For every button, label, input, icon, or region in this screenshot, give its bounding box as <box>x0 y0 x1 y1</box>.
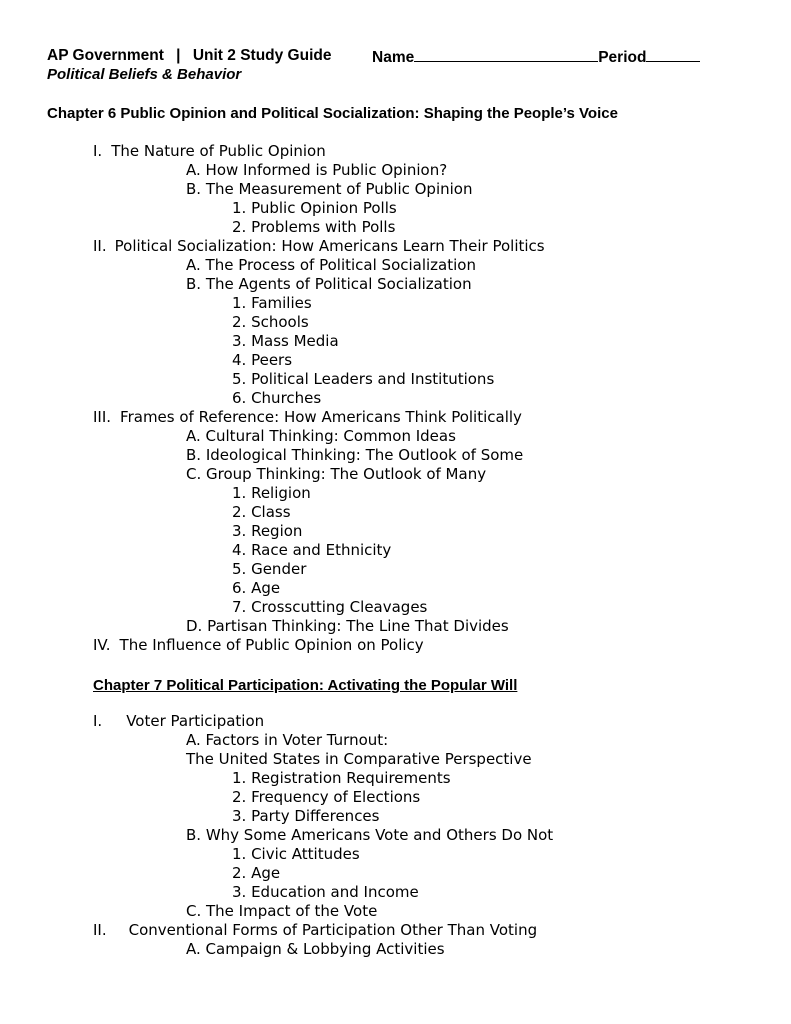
outline-item: The United States in Comparative Perspective <box>186 750 532 768</box>
document-subtitle: Political Beliefs & Behavior <box>47 66 242 83</box>
outline-item: A. The Process of Political Socialization <box>186 256 476 274</box>
outline-item: 7. Crosscutting Cleavages <box>232 598 428 616</box>
outline-item: 3. Mass Media <box>232 332 339 350</box>
name-blank[interactable] <box>414 47 598 62</box>
outline-item: B. Ideological Thinking: The Outlook of Some <box>186 446 524 464</box>
header-separator: | <box>176 47 181 64</box>
guide-title: Unit 2 Study Guide <box>192 47 332 64</box>
outline-item: 2. Frequency of Elections <box>232 788 421 806</box>
outline-item: 1. Religion <box>232 484 311 502</box>
outline-item: C. The Impact of the Vote <box>186 902 378 920</box>
outline-item: III. Frames of Reference: How Americans Think Politically <box>93 408 522 426</box>
outline-item: 1. Families <box>232 294 312 312</box>
chapter-7-title: Chapter 7 Political Participation: Activating the Popular Will <box>93 677 518 694</box>
name-label: Name <box>372 49 415 66</box>
outline-item: II. Conventional Forms of Participation Other Than Voting <box>93 921 538 939</box>
outline-item: B. The Measurement of Public Opinion <box>186 180 473 198</box>
course-name: AP Government <box>47 47 164 64</box>
chapter-6-title: Chapter 6 Public Opinion and Political Socialization: Shaping the People’s Voice <box>47 105 618 122</box>
outline-item: I. The Nature of Public Opinion <box>93 142 326 160</box>
outline-item: C. Group Thinking: The Outlook of Many <box>186 465 487 483</box>
outline-item: 4. Race and Ethnicity <box>232 541 392 559</box>
outline-item: 2. Class <box>232 503 291 521</box>
outline-item: 2. Problems with Polls <box>232 218 396 236</box>
outline-item: 3. Region <box>232 522 303 540</box>
outline-item: A. Campaign & Lobbying Activities <box>186 940 445 958</box>
outline-item: 1. Registration Requirements <box>232 769 451 787</box>
name-period-fields <box>372 47 700 67</box>
outline-item: B. Why Some Americans Vote and Others Do Not <box>186 826 554 844</box>
period-blank[interactable] <box>646 47 700 62</box>
outline-item: 2. Schools <box>232 313 309 331</box>
outline-item: IV. The Influence of Public Opinion on Policy <box>93 636 424 654</box>
outline-item: 5. Gender <box>232 560 307 578</box>
outline-item: 3. Education and Income <box>232 883 419 901</box>
outline-item: A. Factors in Voter Turnout: <box>186 731 389 749</box>
outline-item: A. How Informed is Public Opinion? <box>186 161 448 179</box>
outline-item: I. Voter Participation <box>93 712 265 730</box>
outline-item: 5. Political Leaders and Institutions <box>232 370 495 388</box>
outline-item: 1. Public Opinion Polls <box>232 199 397 217</box>
outline-item: 2. Age <box>232 864 281 882</box>
document-header <box>47 47 647 66</box>
outline-item: 6. Churches <box>232 389 322 407</box>
outline-item: 6. Age <box>232 579 281 597</box>
outline-item: 3. Party Differences <box>232 807 380 825</box>
outline-item: II. Political Socialization: How Americans Learn Their Politics <box>93 237 545 255</box>
outline-item: D. Partisan Thinking: The Line That Divides <box>186 617 509 635</box>
outline-item: 4. Peers <box>232 351 293 369</box>
outline-item: A. Cultural Thinking: Common Ideas <box>186 427 456 445</box>
outline-item: 1. Civic Attitudes <box>232 845 360 863</box>
outline-item: B. The Agents of Political Socialization <box>186 275 472 293</box>
period-label: Period <box>598 49 647 66</box>
